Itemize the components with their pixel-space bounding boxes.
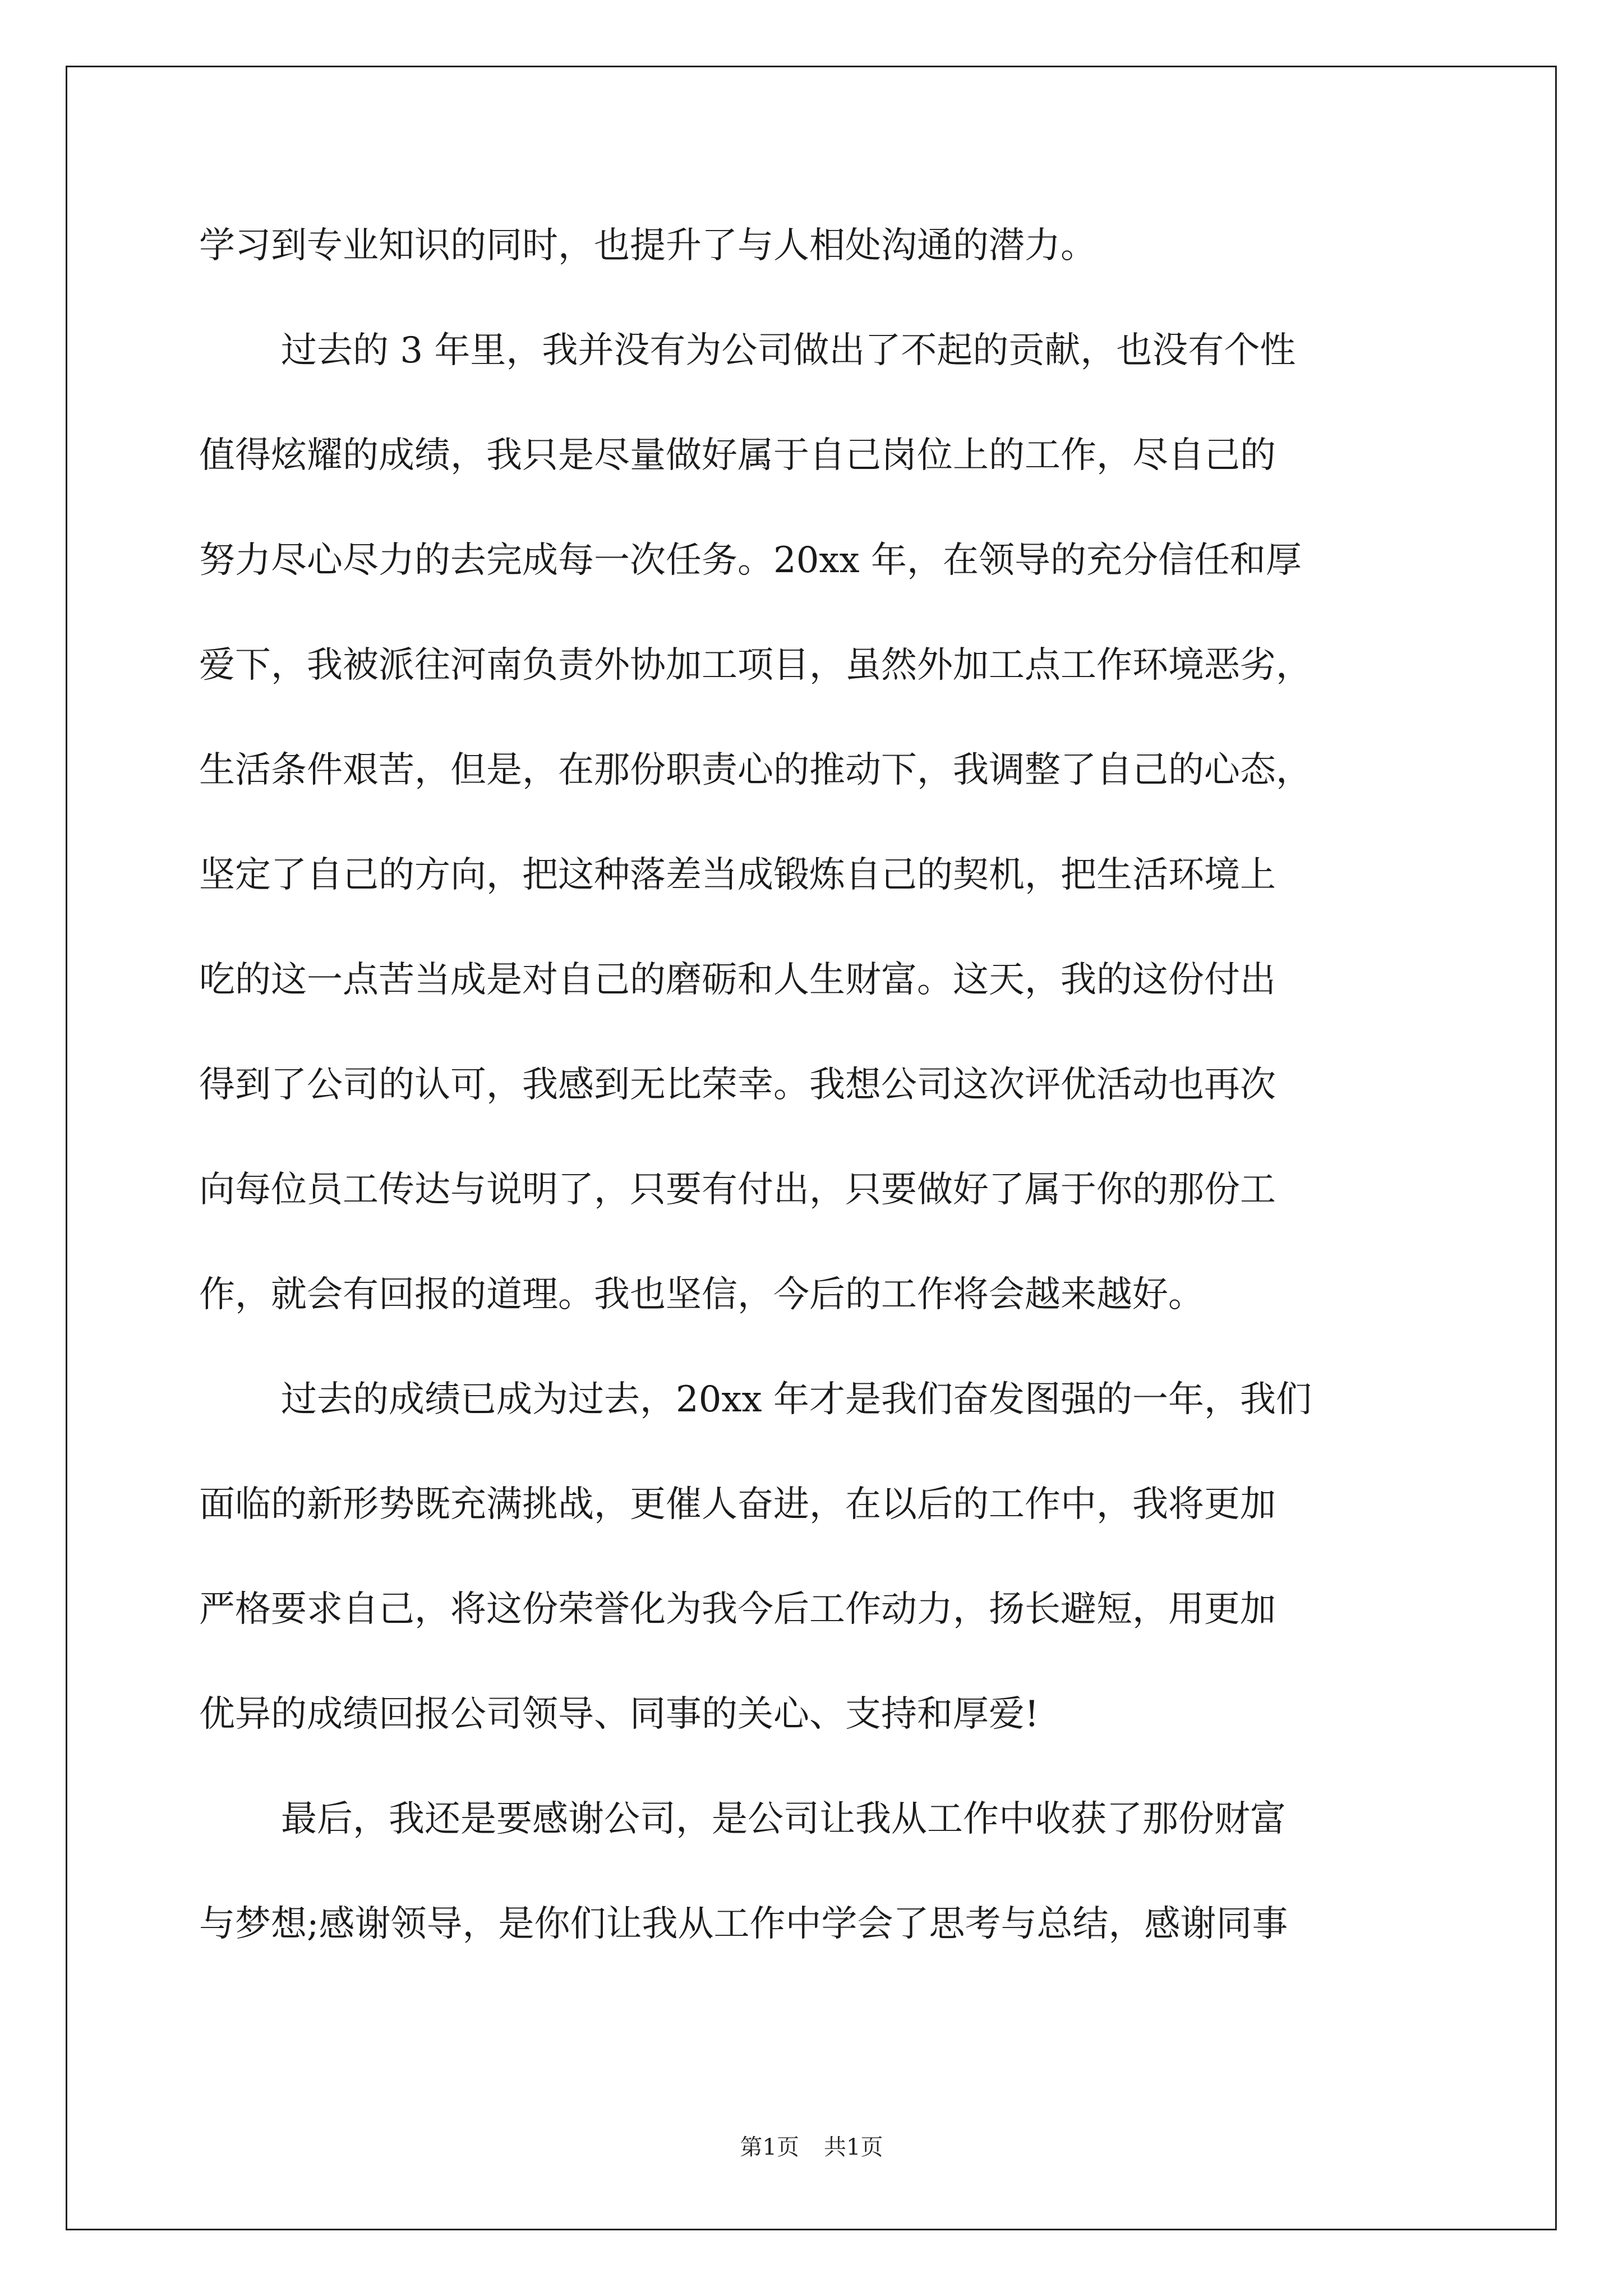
text-line: 爱下，我被派往河南负责外协加工项目，虽然外加工点工作环境恶劣， bbox=[199, 645, 1312, 686]
paragraph-start-line: 最后，我还是要感谢公司，是公司让我从工作中收获了那份财富 bbox=[281, 1798, 1286, 1840]
page-footer bbox=[0, 2129, 1623, 2161]
text-line: 坚定了自己的方向，把这种落差当成锻炼自己的契机，把生活环境上 bbox=[199, 854, 1276, 896]
text-line: 吃的这一点苦当成是对自己的磨砺和人生财富。这天，我的这份付出 bbox=[199, 959, 1276, 1001]
text-line: 努力尽心尽力的去完成每一次任务。20xx 年，在领导的充分信任和厚 bbox=[199, 540, 1302, 581]
text-line: 学习到专业知识的同时，也提升了与人相处沟通的潜力。 bbox=[199, 225, 1096, 266]
text-line: 向每位员工传达与说明了，只要有付出，只要做好了属于你的那份工 bbox=[199, 1169, 1276, 1211]
paragraph-start-line: 过去的成绩已成为过去，20xx 年才是我们奋发图强的一年，我们 bbox=[281, 1379, 1312, 1420]
text-line: 面临的新形势既充满挑战，更催人奋进，在以后的工作中，我将更加 bbox=[199, 1484, 1276, 1525]
text-line: 得到了公司的认可，我感到无比荣幸。我想公司这次评优活动也再次 bbox=[199, 1064, 1276, 1106]
text-line: 与梦想;感谢领导，是你们让我从工作中学会了思考与总结，感谢同事 bbox=[199, 1903, 1288, 1945]
document-body bbox=[199, 194, 1422, 1977]
page-number: 第1页 bbox=[740, 2134, 799, 2160]
text-line: 生活条件艰苦，但是，在那份职责心的推动下，我调整了自己的心态， bbox=[199, 749, 1312, 791]
text-line: 优异的成绩回报公司领导、同事的关心、支持和厚爱! bbox=[199, 1694, 1039, 1735]
text-line: 作，就会有回报的道理。我也坚信，今后的工作将会越来越好。 bbox=[199, 1274, 1204, 1315]
page-total: 共1页 bbox=[824, 2134, 883, 2160]
text-line: 值得炫耀的成绩，我只是尽量做好属于自己岗位上的工作，尽自己的 bbox=[199, 435, 1276, 476]
paragraph-start-line: 过去的 3 年里，我并没有为公司做出了不起的贡献，也没有个性 bbox=[281, 330, 1296, 371]
text-line: 严格要求自己，将这份荣誉化为我今后工作动力，扬长避短，用更加 bbox=[199, 1589, 1276, 1630]
